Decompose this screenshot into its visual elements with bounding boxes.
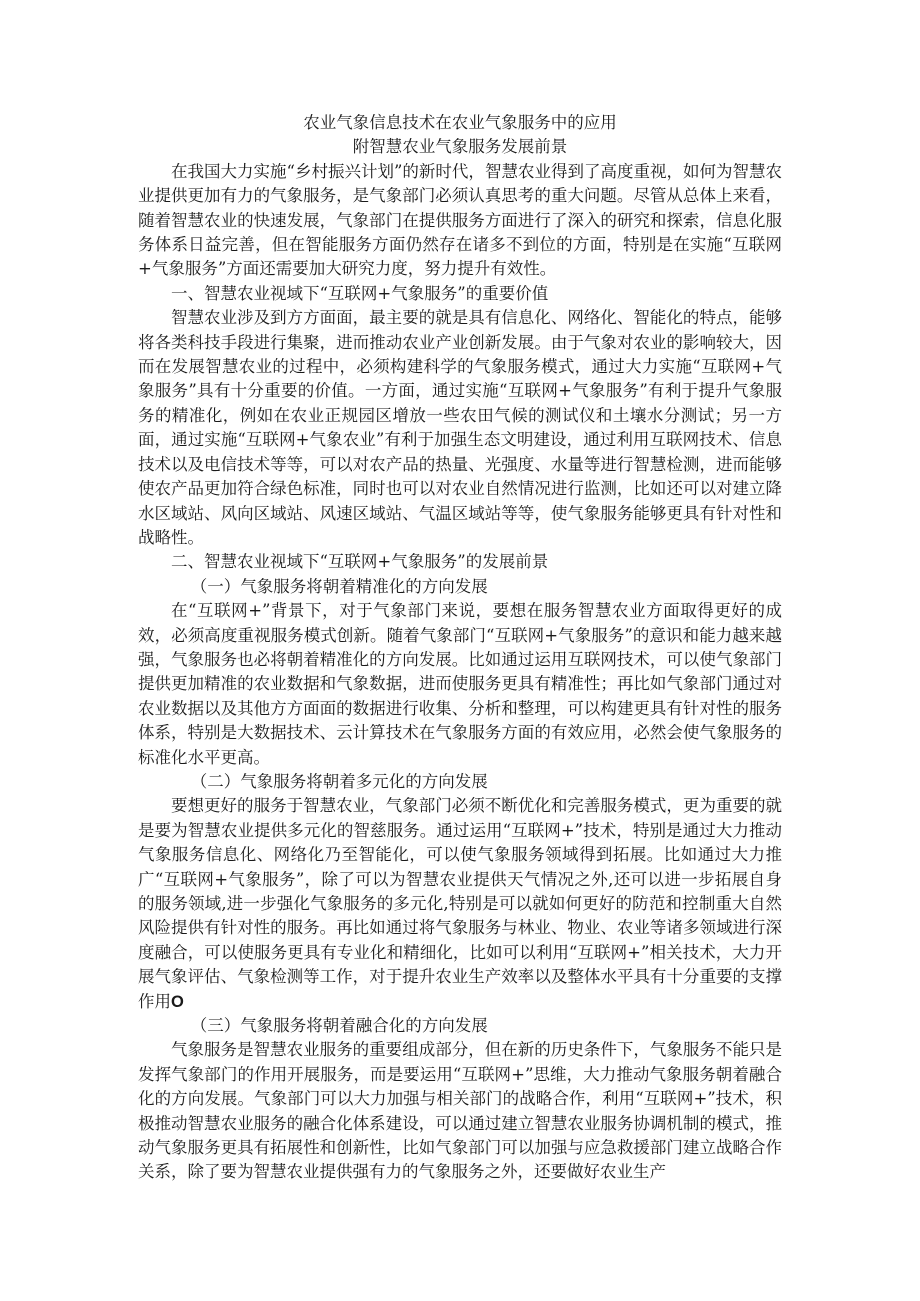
- document-title: 农业气象信息技术在农业气象服务中的应用: [303, 113, 617, 132]
- document-subtitle: 附智慧农业气象服务发展前景: [352, 137, 568, 157]
- intro-paragraph: 在我国大力实施“乡村振兴计划”的新时代，智慧农业得到了高度重视，如何为智慧农业提供更加有力的气象服务，是气象部门必须认真思考的重大问题。尽管从总体上来看，随着智慧农业的快速发展，气象部门在提供服务方面进行了深入的研究和探索，信息化服务体系日益完善，但在智能服务方面仍然存在诸多不到位的方面，特别是在实施“互联网+气象服务”方面还需要加大研究力度，努力提升有效性。: [138, 161, 782, 279]
- section2-heading: 二、智慧农业视域下“互联网+气象服务”的发展前景: [171, 552, 549, 572]
- subsection2-tail: O: [171, 992, 184, 1011]
- subsection1-paragraph: 在“互联网+”背景下，对于气象部门来说，要想在服务智慧农业方面取得更好的成效，必须高度重视服务模式创新。随着气象部门“互联网+气象服务”的意识和能力越来越强，气象服务也必将朝着精准化的方向发展。比如通过运用互联网技术，可以使气象部门提供更加精准的农业数据和气象数据，进而使服务更具有精准性；再比如气象部门通过对农业数据以及其他方方面面的数据进行收集、分析和整理，可以构建更具有针对性的服务体系，特别是大数据技术、云计算技术在气象服务方面的有效应用，必然会使气象服务的标准化水平更高。: [138, 601, 782, 767]
- subsection3-paragraph: 气象服务是智慧农业服务的重要组成部分，但在新的历史条件下，气象服务不能只是发挥气象部门的作用开展服务，而是要运用“互联网+”思维，大力推动气象服务朝着融合化的方向发展。气象部门可以大力加强与相关部门的战略合作，利用“互联网+”技术，积极推动智慧农业服务的融合化体系建设，可以通过建立智慧农业服务协调机制的模式，推动气象服务更具有拓展性和创新性，比如气象部门可以加强与应急救援部门建立战略合作关系，除了要为智慧农业提供强有力的气象服务之外，还要做好农业生产: [138, 1040, 782, 1182]
- section1-paragraph: 智慧农业涉及到方方面面，最主要的就是具有信息化、网络化、智能化的特点，能够将各类科技手段进行集聚，进而推动农业产业创新发展。由于气象对农业的影响较大，因而在发展智慧农业的过程中，必须构建科学的气象服务模式，通过大力实施“互联网+气象服务”具有十分重要的价值。一方面，通过实施“互联网+气象服务”有利于提升气象服务的精准化，例如在农业正规园区增放一些农田气候的测试仪和土壤水分测试；另一方面，通过实施“互联网+气象农业”有利于加强生态文明建设，通过利用互联网技术、信息技术以及电信技术等等，可以对农产品的热量、光强度、水量等进行智慧检测，进而能够使农产品更加符合绿色标准，同时也可以对农业自然情况进行监测，比如还可以对建立降水区域站、风向区域站、风速区域站、气温区域站等等，使气象服务能够更具有针对性和战略性。: [138, 308, 782, 547]
- document-body: [138, 111, 782, 1185]
- subsection2-heading: （二）气象服务将朝着多元化的方向发展: [190, 771, 488, 791]
- subsection2-text: 要想更好的服务于智慧农业，气象部门必须不断优化和完善服务模式，更为重要的就是要为智慧农业提供多元化的智慈服务。通过运用“互联网+”技术，特别是通过大力推动气象服务信息化、网络化乃至智能化，可以使气象服务领域得到拓展。比如通过大力推广“互联网+气象服务”，除了可以为智慧农业提供天气情况之外,还可以进一步拓展自身的服务领域,进一步强化气象服务的多元化,特别是可以就如何更好的防范和控制重大自然风险提供有针对性的服务。再比如通过将气象服务与林业、物业、农业等诸多领域进行深度融合，可以使服务更具有专业化和精细化，比如可以利用“互联网+”相关技术，大力开展气象评估、气象检测等工作，对于提升农业生产效率以及整体水平具有十分重要的支撑作用: [138, 796, 782, 1011]
- subsection3-heading: （三）气象服务将朝着融合化的方向发展: [190, 1016, 488, 1036]
- section1-heading: 一、智慧农业视域下“互联网+气象服务”的重要价值: [171, 283, 549, 303]
- subsection2-paragraph: [138, 794, 782, 1014]
- subsection1-heading: （一）气象服务将朝着精准化的方向发展: [190, 576, 488, 596]
